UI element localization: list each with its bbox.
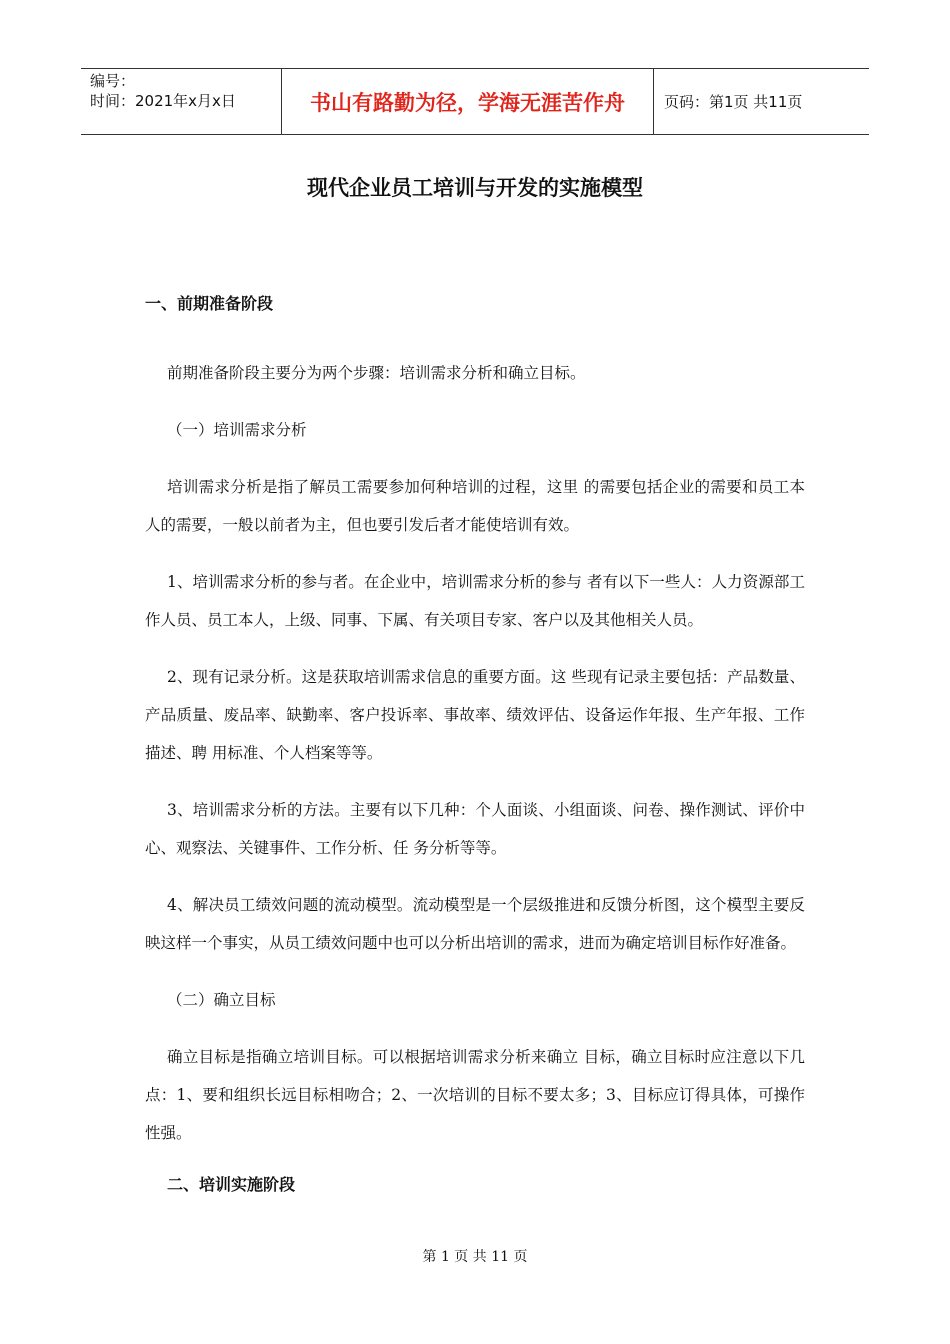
list-item-records: 2、现有记录分析。这是获取培训需求信息的重要方面。这 些现有记录主要包括：产品数量、产品质量、废品率、缺勤率、客户投诉率、事故率、绩效评估、设备运作年报、生产年报、工作描述、聘 用标准、个人档案等等。 xyxy=(145,668,805,762)
page-footer: 第 1 页 共 11 页 xyxy=(422,1249,528,1265)
page-info: 页码：第1页 共11页 xyxy=(664,93,803,111)
time-label: 时间：2021年x月x日 xyxy=(90,92,236,110)
document-title: 现代企业员工培训与开发的实施模型 xyxy=(307,176,643,200)
intro-paragraph: 前期准备阶段主要分为两个步骤：培训需求分析和确立目标。 xyxy=(167,364,586,382)
section-heading-1: 一、前期准备阶段 xyxy=(145,294,274,313)
set-goals-paragraph: 确立目标是指确立培训目标。可以根据培训需求分析来确立 目标，确立目标时应注意以下几点：1、要和组织长远目标相吻合；2、一次培训的目标不要太多；3、目标应订得具体，可操作性强。 xyxy=(145,1048,805,1142)
header-meta-cell xyxy=(81,69,282,134)
needs-analysis-paragraph: 培训需求分析是指了解员工需要参加何种培训的过程，这里 的需要包括企业的需要和员工本人的需要，一般以前者为主，但也要引发后者才能使培训有效。 xyxy=(145,478,805,534)
subheading-needs-analysis: （一）培训需求分析 xyxy=(167,421,307,439)
list-item-methods: 3、培训需求分析的方法。主要有以下几种：个人面谈、小组面谈、问卷、操作测试、评价中心、观察法、关键事件、工作分析、任 务分析等等。 xyxy=(145,801,805,857)
document-body xyxy=(145,290,805,1235)
list-item-participants: 1、培训需求分析的参与者。在企业中，培训需求分析的参与 者有以下一些人：人力资源部工作人员、员工本人，上级、同事、下属、有关项目专家、客户以及其他相关人员。 xyxy=(145,573,805,629)
list-item-flow-model: 4、解决员工绩效问题的流动模型。流动模型是一个层级推进和反馈分析图，这个模型主要反映这样一个事实，从员工绩效问题中也可以分析出培训的需求，进而为确定培训目标作好准备。 xyxy=(145,896,805,952)
header-motto-cell xyxy=(282,69,654,134)
number-label: 编号： xyxy=(90,72,136,90)
motto-text: 书山有路勤为径，学海无涯苦作舟 xyxy=(310,90,625,115)
header-table xyxy=(81,68,869,135)
section-heading-2: 二、培训实施阶段 xyxy=(167,1175,296,1194)
header-page-cell xyxy=(654,69,869,134)
subheading-set-goals: （二）确立目标 xyxy=(167,991,276,1009)
